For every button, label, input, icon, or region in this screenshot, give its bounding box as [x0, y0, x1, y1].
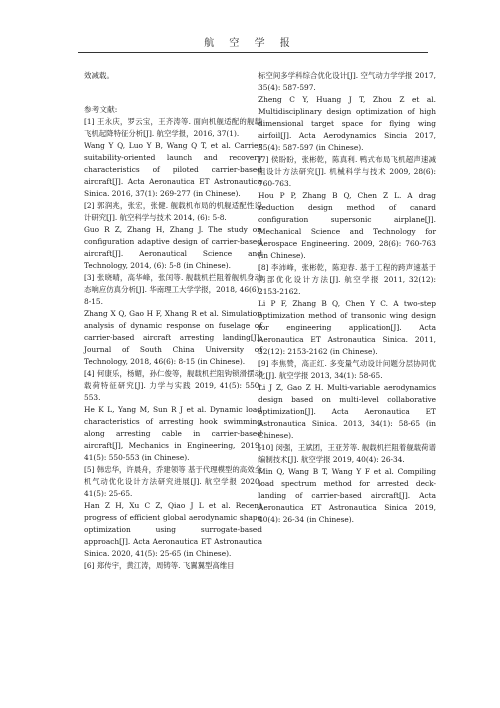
references-heading: 参考文献: [84, 105, 118, 114]
header-rule [78, 52, 428, 53]
reference-entry: [9] 李焦赞，高正红. 多变量气动设计问题分层协同优化[J]. 航空学报 2013, 34(1): 58-65. [258, 359, 436, 380]
reference-entry: Li P F, Zhang B Q, Chen Y C. A two-step optimization method of transonic wing design for engineering application[J]. Acta Aeronautica ET Astronautica Sinica. 2011, 32(12): 2153-2162 (in Chinese). [258, 299, 436, 356]
right-column [258, 70, 436, 526]
reference-entry: [1] 王永庆，罗云宝，王齐涛等. 面向机舰适配的舰载飞机起降特征分析[J]. 航空学报，2016, 37(1). [84, 117, 262, 138]
reference-entry: Min Q, Wang B T, Wang Y F et al. Compiling load spectrum method for arrested deck-landing of carrier-based aircraft[J]. Acta Aeronautica ET Astronautica Sinica 2019, 40(4): 26-34 (in Chinese). [258, 467, 436, 524]
reference-entry: 标空间多学科综合优化设计[J]. 空气动力学学报 2017, 35(4): 587-597. [258, 71, 436, 92]
reference-entry: Li J Z, Gao Z H. Multi-variable aerodynamics design based on multi-level collaborative optimization[J]. Acta Aeronautica ET Astronautica Sinica. 2013, 34(1): 58-65 (in Chinese). [258, 383, 436, 440]
reference-entry: Han Z H, Xu C Z, Qiao J L et al. Recent progress of efficient global aerodynamic shape optimization using surrogate-based approach[J]. Acta Aeronautica ET Astronautica Sinica. 2020, 41(5): 25-65 (in Chinese). [84, 501, 262, 558]
reference-entry: [5] 韩忠华，许晨舟，乔建领等 基于代理模型的高效全机气动优化设计方法研究进展[J]. 航空学报 2020, 41(5): 25-65. [84, 465, 262, 498]
body-tail-text: 效减载。 [84, 71, 114, 80]
left-column [84, 70, 262, 572]
reference-entry: [7] 侯盼盼，张彬乾，陈真利. 鸭式布局飞机超声速减阻设计方法研究[J]. 机械科学与技术 2009, 28(6): 760-763. [258, 155, 436, 188]
reference-entry: Wang Y Q, Luo Y B, Wang Q T, et al. Carrier suitability-oriented launch and recovery characteristics of piloted carrier-based aircraft[J]. Acta Aeronautica ET Astronautica Sinica. 2016, 37(1): 269-277 (in Chinese). [84, 141, 262, 198]
reference-entry: [2] 郭润兆，张宏，张健. 舰载机布局的机舰适配性设计研究[J]. 航空科学与技术 2014, (6): 5-8. [84, 201, 262, 222]
running-header: 航 空 学 报 [204, 38, 296, 49]
reference-entry: [4] 何康乐，杨媚，孙仁俊等，舰载机拦阻钩锁滑摆动载荷特征研究[J]. 力学与实践 2019, 41(5): 550-553. [84, 369, 262, 402]
reference-entry: Guo R Z, Zhang H, Zhang J. The study on configuration adaptive design of carrier-based aircraft[J]. Aeronautical Science and Technology, 2014, (6): 5-8 (in Chinese). [84, 225, 262, 270]
reference-entry: [6] 郑传宇，黄江涛，周铸等. 飞翼翼型高维目 [84, 561, 235, 570]
reference-entry: He K L, Yang M, Sun R J et al. Dynamic load characteristics of arresting hook swimming along arresting cable in carrier-based aircraft[J], Mechanics in Engineering, 2019, 41(5): 550-553 (in Chinese). [84, 405, 262, 462]
reference-entry: [10] 闵强，王斌团，王亚芳等. 舰载机拦阻着舰载荷谱编制技术[J]. 航空学报 2019, 40(4): 26-34. [258, 443, 436, 464]
reference-entry: [3] 张晓晴，高华峰，张闰等. 舰载机拦阻着舰机身动态响应仿真分析[J]. 华南理工大学学报，2018, 46(6): 8-15. [84, 273, 262, 306]
reference-entry: Zhang X Q, Gao H F, Xhang R et al. Simulation analysis of dynamic response on fuselage of carrier-based aircraft arresting landing[J], Journal of South China University of Technology, 2018, 46(6): 8-15 (in Chinese). [84, 309, 262, 366]
reference-entry: Hou P P, Zhang B Q, Chen Z L. A drag reduction design method of canard configuration supersonic airplane[J]. Mechanical Science and Technology for Aerospace Engineering. 2009, 28(6): 760-763 (in Chinese). [258, 191, 436, 260]
reference-entry: Zheng C Y, Huang J T, Zhou Z et al. Multidisciplinary design optimization of high dimensional target space for flying wing airfoil[J]. Acta Aerodynamics Sincia 2017, 35(4): 587-597 (in Chinese). [258, 95, 436, 152]
reference-entry: [8] 李沛峰，张彬乾，陈迎春. 基于工程的跨声速基于两部优化设计方法[J]. 航空学报 2011, 32(12): 2153-2162. [258, 263, 436, 296]
